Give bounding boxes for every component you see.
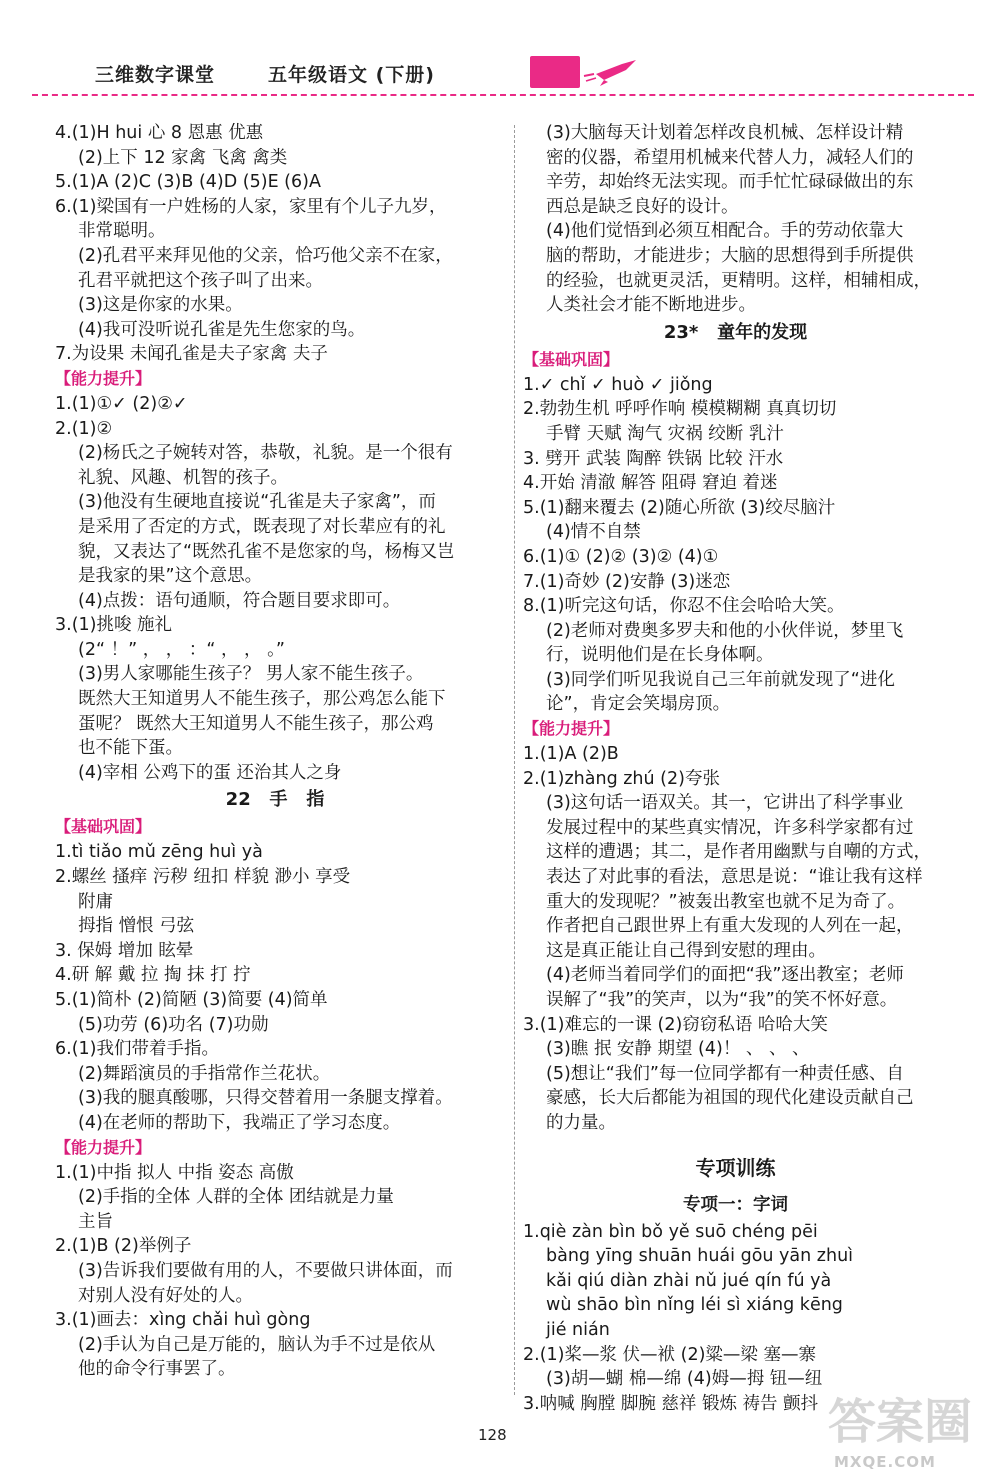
answer-line: 2.(1)② xyxy=(55,418,113,439)
answer-line: (3)我的腿真酸哪，只得交替着用一条腿支撑着。 xyxy=(78,1088,453,1109)
answer-line: 表达了对此事的看法，意思是说：“谁让我有这样 xyxy=(546,867,923,888)
answer-line: 也不能下蛋。 xyxy=(78,738,183,759)
answer-line: 5.(1)A (2)C (3)B (4)D (5)E (6)A xyxy=(55,172,321,193)
header-accent-block xyxy=(530,56,580,88)
section-heading: 专项训练 xyxy=(695,1155,776,1180)
answer-line: (4)我可没听说孔雀是先生您家的鸟。 xyxy=(78,319,366,340)
answer-line: 1.tì tiǎo mǔ zēng huì yà xyxy=(55,842,263,863)
answer-line: 4.研 解 戴 拉 掏 抹 打 拧 xyxy=(55,965,251,986)
answer-line: 密的仪器，希望用机械来代替人力，减轻人们的 xyxy=(546,147,914,168)
section-badge: 【基础巩固】 xyxy=(523,349,620,369)
answer-line: 这样的遭遇；其二，是作者用幽默与自嘲的方式， xyxy=(546,842,931,863)
answer-line: 2.(1)zhàng zhú (2)夸张 xyxy=(523,768,720,789)
section-badge: 【能力提升】 xyxy=(55,368,152,388)
answer-line: (3)胡—蝴 棉—绵 (4)姆—拇 钮—纽 xyxy=(546,1369,823,1390)
book-title: 五年级语文 (下册) xyxy=(268,64,435,86)
answer-line: 4.开始 清澈 解答 阻碍 窘迫 着迷 xyxy=(523,473,778,494)
answer-line: 误解了“我”的笑声，以为“我”的笑不怀好意。 xyxy=(546,990,898,1010)
answer-line: 这是真正能让自己得到安慰的理由。 xyxy=(546,940,826,961)
answer-line: (2)杨氏之子婉转对答，恭敬，礼貌。是一个很有 xyxy=(78,443,453,464)
answer-line: 7.为设果 未闻孔雀是夫子家禽 夫子 xyxy=(55,344,328,365)
answer-line: 5.(1)翻来覆去 (2)随心所欲 (3)绞尽脑汁 xyxy=(523,497,836,518)
answer-line: 论”，肯定会笑塌房顶。 xyxy=(546,694,731,715)
answer-line: 2.螺丝 搔痒 污秽 纽扣 样貌 渺小 享受 xyxy=(55,867,351,888)
answer-line: 3.呐喊 胸膛 脚腕 慈祥 锻炼 祷告 颤抖 xyxy=(523,1393,819,1414)
answer-line: 2.勃勃生机 呼呼作响 模模糊糊 真真切切 xyxy=(523,399,837,420)
answer-line: 手臂 天赋 淘气 灾祸 绞断 乳汁 xyxy=(546,423,784,444)
answer-line: jié nián xyxy=(546,1319,610,1340)
series-title: 三维数字课堂 xyxy=(95,64,216,86)
answer-line: (4)老师当着同学们的面把“我”逐出教室；老师 xyxy=(546,965,904,986)
answer-column-right xyxy=(523,121,948,1416)
answer-line: 行，说明他们是在长身体啊。 xyxy=(546,645,774,666)
answer-line: (2)上下 12 家禽 飞禽 禽类 xyxy=(78,147,288,168)
answer-line: 主旨 xyxy=(78,1211,113,1232)
answer-line: (5)功劳 (6)功名 (7)功勋 xyxy=(78,1014,269,1035)
lesson-heading: 23* 童年的发现 xyxy=(663,321,808,343)
answer-line: 1.(1)①✓ (2)②✓ xyxy=(55,393,188,414)
answer-line: 的经验，也就更灵活，更精明。这样，相辅相成， xyxy=(546,270,931,291)
section-badge-row xyxy=(55,367,495,392)
answer-line: 5.(1)简朴 (2)简陋 (3)简要 (4)简单 xyxy=(55,990,328,1010)
rocket-icon xyxy=(582,54,638,88)
answer-line: 6.(1)我们带着手指。 xyxy=(55,1039,219,1060)
answer-line: (5)想让“我们”每一位同学都有一种责任感、自 xyxy=(546,1063,904,1084)
subsection-heading: 专项一：字词 xyxy=(683,1194,788,1215)
answer-line: 辛劳，却始终无法实现。而手忙忙碌碌做出的东 xyxy=(546,172,914,193)
answer-line: wù shāo bìn nǐng léi sì xiáng kēng xyxy=(546,1295,843,1316)
answer-line: 孔君平就把这个孩子叫了出来。 xyxy=(78,270,323,291)
answer-line: (2)孔君平来拜见他的父亲，恰巧他父亲不在家， xyxy=(78,245,453,266)
answer-line: 人类社会才能不断地进步。 xyxy=(546,295,756,316)
answer-line: 1.(1)A (2)B xyxy=(523,744,619,765)
answer-line: 貌，又表达了“既然孔雀不是您家的鸟，杨梅又岂 xyxy=(78,541,455,562)
answer-line: (2)手认为自己是万能的，脑认为手不过是依从 xyxy=(78,1334,436,1355)
page-number: 128 xyxy=(478,1426,507,1444)
answer-line: 3. 保姆 增加 眩晕 xyxy=(55,940,194,961)
answer-line: (4)点拨：语句通顺，符合题目要求即可。 xyxy=(78,590,401,611)
answer-line: (3)这句话一语双关。其一，它讲出了科学事业 xyxy=(546,793,904,814)
answer-line: (2)手指的全体 人群的全体 团结就是力量 xyxy=(78,1187,394,1208)
watermark-subtext: MXQE.COM xyxy=(834,1453,936,1471)
section-badge-row xyxy=(55,815,495,840)
answer-line: 3.(1)挑唆 施礼 xyxy=(55,615,173,636)
answer-line: 他的命令行事罢了。 xyxy=(78,1359,236,1380)
answer-line: 2.(1)B (2)举例子 xyxy=(55,1236,192,1257)
answer-line: 8.(1)听完这句话，你忍不住会哈哈大笑。 xyxy=(523,596,845,617)
answer-line: (3)告诉我们要做有用的人，不要做只讲体面，而 xyxy=(78,1260,453,1281)
answer-line: 1.✓ chǐ ✓ huò ✓ jiǒng xyxy=(523,374,713,395)
answer-line: (4)宰相 公鸡下的蛋 还治其人之身 xyxy=(78,762,342,783)
section-badge-row xyxy=(523,717,948,742)
answer-line: 3. 劈开 武装 陶醉 铁锅 比较 汗水 xyxy=(523,448,784,469)
answer-line: (3)男人家哪能生孩子？ 男人家不能生孩子。 xyxy=(78,664,424,685)
answer-line: 6.(1)① (2)② (3)② (4)① xyxy=(523,546,719,567)
answer-line: 礼貌、风趣、机智的孩子。 xyxy=(78,467,288,488)
answer-line: 既然大王知道男人不能生孩子，那公鸡怎么能下 xyxy=(78,689,446,710)
answer-line: (3)大脑每天计划着怎样改良机械、怎样设计精 xyxy=(546,123,904,143)
section-badge-row xyxy=(55,1136,495,1161)
answer-line: 1.(1)中指 拟人 中指 姿态 高傲 xyxy=(55,1162,294,1183)
answer-line: (4)他们觉悟到必须互相配合。手的劳动依靠大 xyxy=(546,221,904,242)
section-badge-row xyxy=(523,348,948,373)
header-divider xyxy=(32,94,974,96)
page-header xyxy=(0,0,1000,100)
answer-line: (3)他没有生硬地直接说“孔雀是夫子家禽”，而 xyxy=(78,492,436,513)
answer-line: 6.(1)梁国有一户姓杨的人家，家里有个儿子九岁， xyxy=(55,196,447,217)
answer-line: (3)同学们听见我说自己三年前就发现了“进化 xyxy=(546,669,895,690)
section-badge: 【能力提升】 xyxy=(55,1137,152,1157)
answer-line: (4)在老师的帮助下，我端正了学习态度。 xyxy=(78,1112,401,1133)
answer-line: 豪感，长大后都能为祖国的现代化建设贡献自己 xyxy=(546,1088,914,1109)
answer-line: 附庸 xyxy=(78,891,113,912)
answer-line: (3)这是你家的水果。 xyxy=(78,295,243,316)
answer-line: 发展过程中的某些真实情况，许多科学家都有过 xyxy=(546,817,914,838)
answer-line: 4.(1)H hui 心 8 恩惠 优惠 xyxy=(55,123,264,143)
answer-line: 作者把自己跟世界上有重大发现的人列在一起， xyxy=(546,916,914,937)
answer-line: 是我家的果”这个意思。 xyxy=(78,566,263,587)
answer-line: 1.qiè zàn bìn bǒ yě suō chéng pēi xyxy=(523,1221,818,1242)
answer-line: (3)瞧 抿 安静 期望 (4)！ 、 、 、 xyxy=(546,1039,810,1060)
answer-line: (2)舞蹈演员的手指常作兰花状。 xyxy=(78,1063,331,1084)
answer-line: 蛋呢？ 既然大王知道男人不能生孩子，那公鸡 xyxy=(78,713,434,734)
answer-line: 重大的发现呢？”被轰出教室也就不足为奇了。 xyxy=(546,891,906,912)
answer-column-left xyxy=(55,121,495,1382)
answer-line: 拇指 憎恨 弓弦 xyxy=(78,916,195,937)
answer-line: 非常聪明。 xyxy=(78,221,166,242)
answer-line: 的力量。 xyxy=(546,1112,616,1133)
answer-line: 脑的帮助，才能进步；大脑的思想得到手所提供 xyxy=(546,245,914,266)
answer-line: 2.(1)桨—浆 伏—袱 (2)粱—梁 塞—寨 xyxy=(523,1344,816,1365)
answer-line: kǎi qiú diàn zhài nǔ jué qín fú yà xyxy=(546,1270,832,1291)
watermark-text: 答案圈 xyxy=(828,1394,973,1450)
answer-line: (2“ ！” ， ， ：“ ， ， 。” xyxy=(78,639,285,660)
answer-line: 7.(1)奇妙 (2)安静 (3)迷恋 xyxy=(523,571,731,592)
answer-line: 3.(1)难忘的一课 (2)窃窃私语 哈哈大笑 xyxy=(523,1014,828,1035)
section-badge: 【基础巩固】 xyxy=(55,817,152,837)
section-badge: 【能力提升】 xyxy=(523,719,620,739)
answer-line: 对别人没有好处的人。 xyxy=(78,1285,253,1306)
answer-line: (2)老师对费奥多罗夫和他的小伙伴说，梦里飞 xyxy=(546,620,904,641)
answer-line: 是采用了否定的方式，既表现了对长辈应有的礼 xyxy=(78,516,446,537)
answer-line: 西总是缺乏良好的设计。 xyxy=(546,196,739,217)
lesson-heading: 22 手 指 xyxy=(225,789,325,811)
answer-line: bàng yīng shuān huái gōu yān zhuì xyxy=(546,1246,854,1267)
answer-line: 3.(1)画去：xìng chǎi huì gòng xyxy=(55,1310,311,1331)
answer-line: (4)情不自禁 xyxy=(546,522,641,543)
column-divider xyxy=(514,125,515,1395)
